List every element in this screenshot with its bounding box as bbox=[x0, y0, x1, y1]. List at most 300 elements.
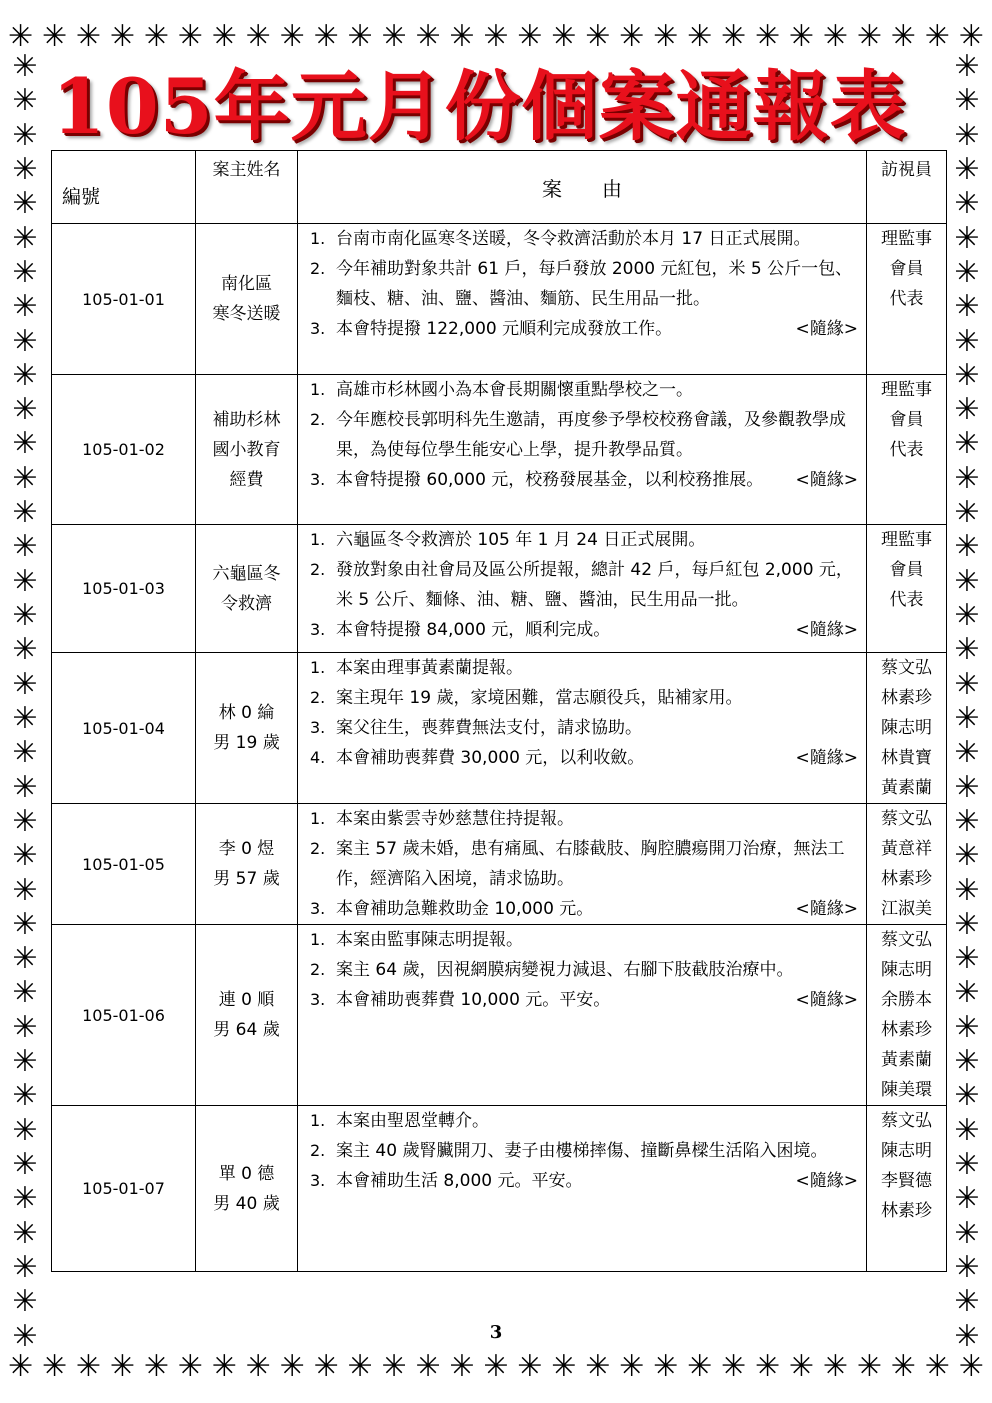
star-border-icon: ✳ bbox=[12, 1044, 38, 1080]
reason-item-text: 本會補助喪葬費 30,000 元，以利收斂。 bbox=[336, 748, 645, 768]
star-border-icon: ✳ bbox=[954, 1112, 980, 1148]
star-border-icon: ✳ bbox=[954, 117, 980, 153]
reason-item bbox=[304, 894, 858, 924]
visitor-cell bbox=[867, 925, 947, 1106]
star-border-icon: ✳ bbox=[958, 20, 984, 54]
visitor-cell bbox=[867, 804, 947, 925]
client-name-line: 令救濟 bbox=[221, 593, 272, 614]
case-number-cell: 105-01-06 bbox=[52, 925, 196, 1106]
star-border-icon: ✳ bbox=[279, 1350, 305, 1384]
reason-item-number: 3. bbox=[310, 1171, 326, 1190]
reason-item-text: 本會補助急難救助金 10,000 元。 bbox=[336, 899, 594, 919]
reason-item-number: 2. bbox=[310, 259, 326, 278]
star-border-icon: ✳ bbox=[954, 186, 980, 222]
star-border-icon: ✳ bbox=[12, 735, 38, 771]
reason-item-text: 高雄市杉林國小為本會長期關懷重點學校之一。 bbox=[336, 380, 693, 400]
star-border-icon: ✳ bbox=[954, 357, 980, 393]
star-border-icon: ✳ bbox=[890, 1350, 916, 1384]
star-border-icon: ✳ bbox=[109, 20, 135, 54]
client-name-line: 六龜區冬 bbox=[212, 563, 281, 584]
star-border-icon: ✳ bbox=[12, 117, 38, 153]
star-border-icon: ✳ bbox=[12, 460, 38, 496]
star-border-icon: ✳ bbox=[954, 1215, 980, 1251]
case-reason-cell bbox=[298, 1106, 867, 1272]
star-border-icon: ✳ bbox=[12, 941, 38, 977]
star-border-icon: ✳ bbox=[551, 1350, 577, 1384]
case-reason-cell bbox=[298, 804, 867, 925]
reason-item-text: 六龜區冬令救濟於 105 年 1 月 24 日正式展開。 bbox=[336, 530, 706, 550]
reason-item-number: 2. bbox=[310, 560, 326, 579]
client-name-cell bbox=[196, 224, 298, 375]
star-border-icon: ✳ bbox=[12, 906, 38, 942]
case-number-cell: 105-01-07 bbox=[52, 1106, 196, 1272]
right-star-border bbox=[950, 52, 984, 1352]
star-border-icon: ✳ bbox=[313, 20, 339, 54]
star-border-icon: ✳ bbox=[381, 20, 407, 54]
star-border-icon: ✳ bbox=[12, 392, 38, 428]
star-border-icon: ✳ bbox=[12, 254, 38, 290]
visitor-name: 會員 bbox=[889, 410, 924, 430]
visitor-name: 蔡文弘 bbox=[881, 658, 932, 678]
reason-list bbox=[304, 653, 858, 773]
visitor-cell bbox=[867, 653, 947, 804]
client-name-line: 南化區 bbox=[221, 274, 272, 294]
case-reason-cell bbox=[298, 224, 867, 375]
table-row bbox=[52, 1106, 947, 1272]
reason-item-number: 3. bbox=[310, 319, 326, 338]
star-border-icon: ✳ bbox=[143, 20, 169, 54]
star-border-icon: ✳ bbox=[8, 1350, 34, 1384]
star-border-icon: ✳ bbox=[822, 1350, 849, 1384]
client-name-line: 單 0 德 bbox=[218, 1163, 275, 1184]
visitor-name: 李賢德 bbox=[881, 1171, 932, 1191]
reason-item-text: 案主現年 19 歲，家境困難，當志願役兵，貼補家用。 bbox=[336, 688, 743, 708]
client-name-cell bbox=[196, 1106, 298, 1272]
visitor-name: 陳志明 bbox=[881, 1141, 932, 1161]
star-border-icon: ✳ bbox=[12, 563, 38, 599]
star-border-icon: ✳ bbox=[12, 1284, 38, 1320]
visitor-name: 陳美環 bbox=[881, 1080, 932, 1100]
reason-item bbox=[304, 743, 858, 773]
reason-item-number: 4. bbox=[310, 748, 326, 767]
reason-item-text: 本會特提撥 84,000 元，順利完成。 bbox=[336, 620, 611, 640]
reason-item-number: 1. bbox=[310, 1111, 326, 1130]
reason-item-text: 案主 40 歲腎臟開刀、妻子由樓梯摔傷、撞斷鼻樑生活陷入困境。 bbox=[336, 1141, 828, 1161]
star-border-icon: ✳ bbox=[245, 20, 271, 54]
star-border-icon: ✳ bbox=[856, 1350, 882, 1384]
star-border-icon: ✳ bbox=[954, 1147, 980, 1182]
star-border-icon: ✳ bbox=[517, 20, 543, 54]
star-border-icon: ✳ bbox=[12, 700, 38, 736]
case-number-cell: 105-01-05 bbox=[52, 804, 196, 925]
star-border-icon: ✳ bbox=[619, 1350, 645, 1384]
star-border-icon: ✳ bbox=[143, 1350, 169, 1384]
reason-item-text: 案父往生，喪葬費無法支付，請求協助。 bbox=[336, 718, 642, 738]
star-border-icon: ✳ bbox=[585, 1350, 611, 1384]
table-row bbox=[52, 525, 947, 653]
client-name-cell bbox=[196, 804, 298, 925]
visitor-name: 江淑美 bbox=[881, 899, 932, 919]
table-row bbox=[52, 804, 947, 925]
reason-item-text: 本案由監事陳志明提報。 bbox=[336, 930, 523, 950]
star-border-icon: ✳ bbox=[754, 1350, 781, 1384]
left-star-border bbox=[8, 52, 42, 1352]
reason-item-number: 3. bbox=[310, 990, 326, 1009]
reason-item-text: 本會特提撥 122,000 元順利完成發放工作。 bbox=[336, 319, 673, 339]
star-border-icon: ✳ bbox=[12, 529, 38, 565]
client-name-cell bbox=[196, 525, 298, 653]
reason-item-number: 1. bbox=[310, 380, 326, 399]
star-border-icon: ✳ bbox=[954, 1009, 980, 1045]
table-row bbox=[52, 224, 947, 375]
case-reason-cell bbox=[298, 653, 867, 804]
reason-item bbox=[304, 1106, 858, 1136]
reason-item-number: 1. bbox=[310, 229, 326, 248]
visitor-name: 代表 bbox=[889, 590, 924, 610]
reason-item bbox=[304, 1166, 858, 1196]
reason-item bbox=[304, 615, 858, 645]
star-border-icon: ✳ bbox=[12, 872, 38, 908]
visitor-name: 余勝本 bbox=[881, 990, 932, 1010]
star-border-icon: ✳ bbox=[954, 975, 980, 1011]
star-border-icon: ✳ bbox=[211, 20, 237, 54]
visitor-name: 林素珍 bbox=[881, 688, 932, 708]
visitor-name: 黃素蘭 bbox=[881, 1050, 932, 1070]
star-border-icon: ✳ bbox=[954, 529, 980, 565]
visitor-name: 代表 bbox=[889, 289, 924, 309]
star-border-icon: ✳ bbox=[653, 20, 679, 54]
star-border-icon: ✳ bbox=[954, 803, 980, 839]
case-report-table bbox=[51, 150, 947, 1272]
star-border-icon: ✳ bbox=[347, 1350, 373, 1384]
reason-item-note: <隨緣> bbox=[795, 990, 858, 1010]
star-border-icon: ✳ bbox=[12, 1147, 38, 1182]
visitor-name: 理監事 bbox=[881, 229, 932, 249]
table-body bbox=[52, 224, 947, 1272]
star-border-icon: ✳ bbox=[279, 20, 305, 54]
star-border-icon: ✳ bbox=[415, 20, 441, 54]
star-border-icon: ✳ bbox=[177, 1350, 203, 1384]
page-title: 105年元月份個案通報表 bbox=[52, 62, 907, 151]
reason-item-number: 1. bbox=[310, 530, 326, 549]
reason-item bbox=[304, 254, 858, 314]
reason-item-note: <隨緣> bbox=[795, 899, 858, 919]
star-border-icon: ✳ bbox=[619, 20, 645, 54]
star-border-icon: ✳ bbox=[12, 289, 38, 325]
client-name-line: 男 64 歲 bbox=[213, 1020, 280, 1040]
reason-item bbox=[304, 465, 858, 495]
table-header-row bbox=[52, 151, 947, 224]
star-border-icon: ✳ bbox=[954, 735, 980, 771]
star-border-icon: ✳ bbox=[12, 357, 38, 393]
visitor-cell bbox=[867, 525, 947, 653]
star-border-icon: ✳ bbox=[12, 769, 38, 805]
reason-list bbox=[304, 375, 858, 495]
star-border-icon: ✳ bbox=[954, 1078, 980, 1114]
star-border-icon: ✳ bbox=[924, 20, 950, 54]
client-name-cell bbox=[196, 925, 298, 1106]
client-name-line: 男 40 歲 bbox=[213, 1193, 280, 1214]
client-name-line: 連 0 順 bbox=[218, 990, 275, 1010]
star-border-icon: ✳ bbox=[177, 20, 203, 54]
reason-item-text: 本案由紫雲寺妙慈慧住持提報。 bbox=[336, 809, 574, 829]
reason-item-number: 2. bbox=[310, 410, 326, 429]
star-border-icon: ✳ bbox=[954, 1044, 980, 1080]
star-border-icon: ✳ bbox=[12, 975, 38, 1011]
star-border-icon: ✳ bbox=[954, 323, 980, 359]
star-border-icon: ✳ bbox=[12, 1318, 38, 1352]
star-border-icon: ✳ bbox=[41, 20, 68, 54]
reason-list bbox=[304, 925, 858, 1015]
star-border-icon: ✳ bbox=[822, 20, 849, 54]
reason-item-text: 案主 64 歲，因視網膜病變視力減退、右腳下肢截肢治療中。 bbox=[336, 960, 794, 980]
reason-item-number: 3. bbox=[310, 718, 326, 737]
client-name-line: 寒冬送暖 bbox=[212, 304, 281, 324]
reason-item-number: 1. bbox=[310, 930, 326, 949]
star-border-icon: ✳ bbox=[109, 1350, 135, 1384]
star-border-icon: ✳ bbox=[954, 151, 980, 187]
client-name-line: 男 19 歲 bbox=[213, 733, 280, 753]
reason-item-text: 本會補助生活 8,000 元。平安。 bbox=[336, 1171, 583, 1191]
table-row bbox=[52, 375, 947, 525]
case-reason-cell bbox=[298, 925, 867, 1106]
star-border-icon: ✳ bbox=[75, 20, 102, 54]
visitor-name: 林素珍 bbox=[881, 869, 932, 889]
reason-item-number: 1. bbox=[310, 658, 326, 677]
star-border-icon: ✳ bbox=[954, 632, 980, 668]
header-case-reason: 案由 bbox=[298, 151, 867, 224]
case-reason-cell bbox=[298, 525, 867, 653]
star-border-icon: ✳ bbox=[856, 20, 882, 54]
case-number-cell: 105-01-01 bbox=[52, 224, 196, 375]
visitor-name: 理監事 bbox=[881, 380, 932, 400]
header-visitor: 訪視員 bbox=[867, 151, 947, 224]
visitor-name: 會員 bbox=[889, 259, 924, 279]
star-border-icon: ✳ bbox=[754, 20, 781, 54]
top-star-border bbox=[8, 20, 984, 54]
star-border-icon: ✳ bbox=[12, 52, 38, 84]
reason-item bbox=[304, 713, 858, 743]
star-border-icon: ✳ bbox=[41, 1350, 68, 1384]
star-border-icon: ✳ bbox=[954, 254, 980, 290]
reason-item-text: 台南市南化區寒冬送暖，冬令救濟活動於本月 17 日正式展開。 bbox=[336, 229, 811, 249]
reason-item bbox=[304, 555, 858, 615]
reason-item bbox=[304, 653, 858, 683]
visitor-name: 蔡文弘 bbox=[881, 930, 932, 950]
client-name-line: 李 0 煜 bbox=[218, 839, 275, 859]
reason-item bbox=[304, 834, 858, 894]
visitor-name: 黃意祥 bbox=[881, 839, 932, 859]
reason-item bbox=[304, 375, 858, 405]
visitor-name: 蔡文弘 bbox=[881, 809, 932, 829]
reason-list bbox=[304, 525, 858, 645]
client-name-line: 經費 bbox=[229, 469, 264, 490]
star-border-icon: ✳ bbox=[347, 20, 373, 54]
star-border-icon: ✳ bbox=[12, 323, 38, 359]
reason-item-note: <隨緣> bbox=[795, 620, 858, 640]
star-border-icon: ✳ bbox=[12, 1249, 38, 1285]
client-name-cell bbox=[196, 653, 298, 804]
visitor-name: 會員 bbox=[889, 560, 924, 580]
star-border-icon: ✳ bbox=[12, 83, 38, 119]
star-border-icon: ✳ bbox=[12, 1078, 38, 1114]
reason-item bbox=[304, 1136, 858, 1166]
star-border-icon: ✳ bbox=[954, 906, 980, 942]
star-border-icon: ✳ bbox=[12, 426, 38, 462]
star-border-icon: ✳ bbox=[12, 598, 38, 633]
star-border-icon: ✳ bbox=[12, 495, 38, 531]
case-number-cell: 105-01-04 bbox=[52, 653, 196, 804]
star-border-icon: ✳ bbox=[483, 1350, 509, 1384]
reason-item-text: 案主 57 歲未婚，患有痛風、右膝截肢、胸腔膿瘍開刀治療，無法工作，經濟陷入困境，請求協助。 bbox=[336, 839, 845, 889]
reason-item-text: 本會特提撥 60,000 元，校務發展基金，以利校務推展。 bbox=[336, 470, 764, 490]
star-border-icon: ✳ bbox=[954, 289, 980, 325]
star-border-icon: ✳ bbox=[954, 666, 980, 702]
reason-item bbox=[304, 925, 858, 955]
star-border-icon: ✳ bbox=[551, 20, 577, 54]
star-border-icon: ✳ bbox=[788, 1350, 815, 1384]
reason-item-number: 2. bbox=[310, 1141, 326, 1160]
star-border-icon: ✳ bbox=[12, 838, 38, 874]
star-border-icon: ✳ bbox=[12, 220, 38, 256]
case-number-cell: 105-01-02 bbox=[52, 375, 196, 525]
star-border-icon: ✳ bbox=[954, 563, 980, 599]
star-border-icon: ✳ bbox=[245, 1350, 271, 1384]
page-number: 3 bbox=[489, 1322, 503, 1343]
reason-item bbox=[304, 955, 858, 985]
star-border-icon: ✳ bbox=[12, 1215, 38, 1251]
reason-item-number: 3. bbox=[310, 899, 326, 918]
bottom-star-border bbox=[8, 1350, 984, 1384]
star-border-icon: ✳ bbox=[954, 1318, 980, 1352]
star-border-icon: ✳ bbox=[12, 666, 38, 702]
star-border-icon: ✳ bbox=[12, 1009, 38, 1045]
star-border-icon: ✳ bbox=[954, 872, 980, 908]
visitor-name: 林素珍 bbox=[881, 1020, 932, 1040]
reason-item bbox=[304, 525, 858, 555]
visitor-name: 黃素蘭 bbox=[881, 778, 932, 798]
star-border-icon: ✳ bbox=[954, 598, 980, 633]
header-case-number: 編號 bbox=[52, 151, 196, 224]
star-border-icon: ✳ bbox=[954, 769, 980, 805]
star-border-icon: ✳ bbox=[954, 83, 980, 119]
star-border-icon: ✳ bbox=[890, 20, 916, 54]
star-border-icon: ✳ bbox=[954, 426, 980, 462]
reason-item-note: <隨緣> bbox=[795, 470, 858, 490]
star-border-icon: ✳ bbox=[954, 1181, 980, 1217]
star-border-icon: ✳ bbox=[954, 495, 980, 531]
reason-item-number: 3. bbox=[310, 620, 326, 639]
star-border-icon: ✳ bbox=[12, 1112, 38, 1148]
visitor-cell bbox=[867, 1106, 947, 1272]
star-border-icon: ✳ bbox=[75, 1350, 102, 1384]
reason-item bbox=[304, 804, 858, 834]
visitor-name: 林貴寶 bbox=[881, 748, 932, 768]
star-border-icon: ✳ bbox=[954, 52, 980, 84]
star-border-icon: ✳ bbox=[449, 20, 475, 54]
visitor-cell bbox=[867, 224, 947, 375]
star-border-icon: ✳ bbox=[449, 1350, 475, 1384]
reason-item-text: 發放對象由社會局及區公所提報，總計 42 戶，每戶紅包 2,000 元，米 5 公斤、麵條、油、糖、鹽、醬油，民生用品一批。 bbox=[336, 560, 853, 610]
client-name-line: 林 0 綸 bbox=[218, 703, 275, 723]
star-border-icon: ✳ bbox=[483, 20, 509, 54]
visitor-name: 蔡文弘 bbox=[881, 1111, 932, 1131]
star-border-icon: ✳ bbox=[954, 838, 980, 874]
star-border-icon: ✳ bbox=[12, 803, 38, 839]
star-border-icon: ✳ bbox=[687, 1350, 713, 1384]
star-border-icon: ✳ bbox=[954, 220, 980, 256]
reason-item-note: <隨緣> bbox=[795, 319, 858, 339]
star-border-icon: ✳ bbox=[12, 632, 38, 668]
client-name-line: 國小教育 bbox=[212, 439, 281, 460]
visitor-name: 理監事 bbox=[881, 530, 932, 550]
reason-list bbox=[304, 224, 858, 344]
reason-item-number: 3. bbox=[310, 470, 326, 489]
star-border-icon: ✳ bbox=[954, 392, 980, 428]
reason-item-text: 本案由聖恩堂轉介。 bbox=[336, 1111, 489, 1131]
visitor-name: 陳志明 bbox=[881, 718, 932, 738]
table-row bbox=[52, 925, 947, 1106]
star-border-icon: ✳ bbox=[954, 1249, 980, 1285]
star-border-icon: ✳ bbox=[954, 941, 980, 977]
reason-item bbox=[304, 405, 858, 465]
client-name-line: 男 57 歲 bbox=[213, 869, 280, 889]
client-name-line: 補助杉林 bbox=[212, 409, 281, 430]
star-border-icon: ✳ bbox=[653, 1350, 679, 1384]
star-border-icon: ✳ bbox=[687, 20, 713, 54]
reason-item-text: 本會補助喪葬費 10,000 元。平安。 bbox=[336, 990, 611, 1010]
table-row bbox=[52, 653, 947, 804]
reason-item bbox=[304, 985, 858, 1015]
star-border-icon: ✳ bbox=[954, 460, 980, 496]
star-border-icon: ✳ bbox=[924, 1350, 950, 1384]
reason-item-text: 今年補助對象共計 61 戶，每戶發放 2000 元紅包，米 5 公斤一包、麵枝、糖、油、鹽、醬油、麵筋、民生用品一批。 bbox=[336, 259, 853, 309]
visitor-cell bbox=[867, 375, 947, 525]
star-border-icon: ✳ bbox=[12, 1181, 38, 1217]
reason-item bbox=[304, 314, 858, 344]
star-border-icon: ✳ bbox=[313, 1350, 339, 1384]
visitor-name: 陳志明 bbox=[881, 960, 932, 980]
reason-item-note: <隨緣> bbox=[795, 1171, 858, 1191]
client-name-cell bbox=[196, 375, 298, 525]
star-border-icon: ✳ bbox=[788, 20, 815, 54]
star-border-icon: ✳ bbox=[958, 1350, 984, 1384]
star-border-icon: ✳ bbox=[12, 186, 38, 222]
reason-item bbox=[304, 224, 858, 254]
star-border-icon: ✳ bbox=[954, 700, 980, 736]
reason-item-text: 今年應校長郭明科先生邀請，再度參予學校校務會議，及參觀教學成果，為使每位學生能安心上學，提升教學品質。 bbox=[336, 410, 846, 460]
reason-item-note: <隨緣> bbox=[795, 748, 858, 768]
header-client-name: 案主姓名 bbox=[196, 151, 298, 224]
reason-item-number: 2. bbox=[310, 839, 326, 858]
reason-item-text: 本案由理事黃素蘭提報。 bbox=[336, 658, 523, 678]
star-border-icon: ✳ bbox=[721, 20, 747, 54]
case-number-cell: 105-01-03 bbox=[52, 525, 196, 653]
star-border-icon: ✳ bbox=[415, 1350, 441, 1384]
star-border-icon: ✳ bbox=[211, 1350, 237, 1384]
reason-list bbox=[304, 1106, 858, 1196]
reason-item bbox=[304, 683, 858, 713]
case-reason-cell bbox=[298, 375, 867, 525]
star-border-icon: ✳ bbox=[954, 1284, 980, 1320]
star-border-icon: ✳ bbox=[721, 1350, 747, 1384]
star-border-icon: ✳ bbox=[585, 20, 611, 54]
visitor-name: 代表 bbox=[889, 440, 924, 460]
star-border-icon: ✳ bbox=[381, 1350, 407, 1384]
star-border-icon: ✳ bbox=[12, 151, 38, 187]
star-border-icon: ✳ bbox=[517, 1350, 543, 1384]
reason-item-number: 2. bbox=[310, 688, 326, 707]
